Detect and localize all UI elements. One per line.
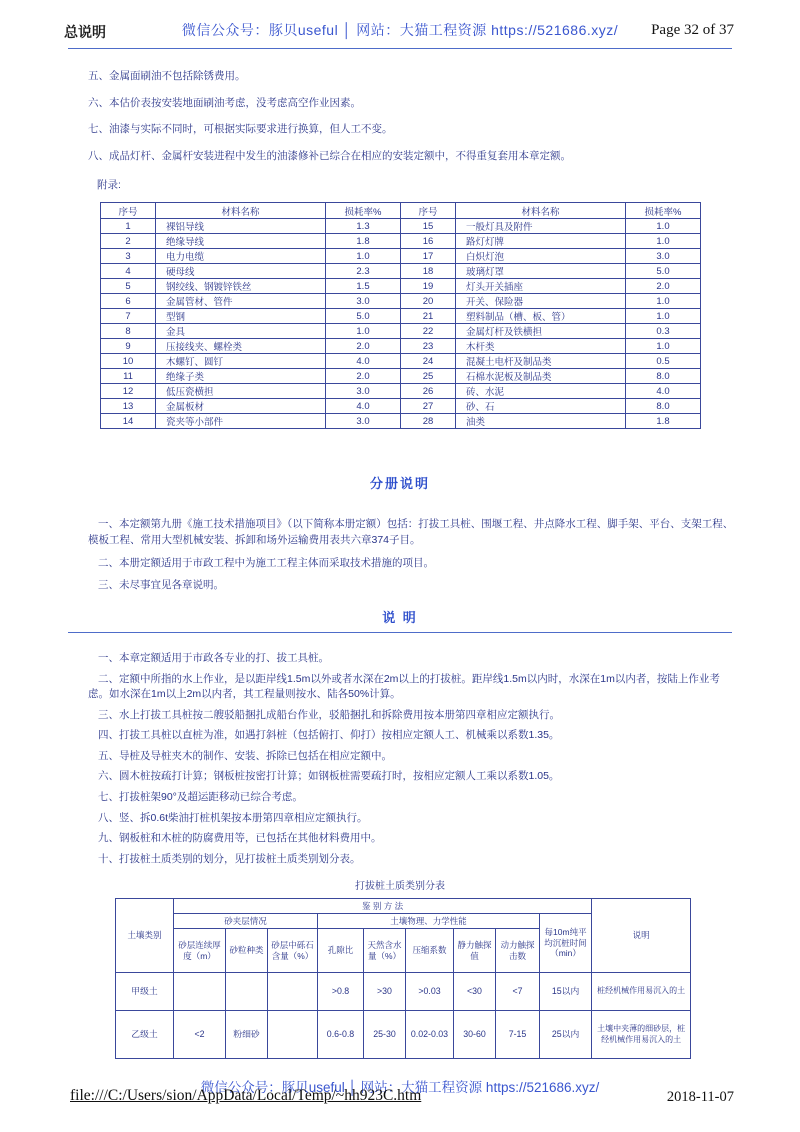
table-cell: 粉细砂 (226, 1011, 268, 1059)
table-cell: 金属管材、管件 (156, 294, 326, 309)
notes-section-title: 说 明 (382, 610, 418, 626)
paragraph: 六、圆木桩按疏打计算；钢板桩按密打计算；如钢板桩需要疏打时，按相应定额人工乘以系数1.05。 (98, 770, 560, 783)
table-cell: 3.0 (326, 414, 401, 429)
table-cell: 油类 (456, 414, 626, 429)
table-cell: 4.0 (626, 384, 701, 399)
table-cell: 10 (101, 354, 156, 369)
table-row (116, 1011, 691, 1059)
table-cell: 桩经机械作用易沉入的土 (592, 973, 691, 1011)
soil-classification-rows (116, 973, 691, 1059)
paragraph: 一、本章定额适用于市政各专业的打、拔工具桩。 (98, 652, 329, 665)
table-cell: 绝缘导线 (156, 234, 326, 249)
table-cell: 白炽灯泡 (456, 249, 626, 264)
table-row (101, 324, 701, 339)
col-header-method: 鉴 别 方 法 (174, 899, 592, 914)
table-row (101, 384, 701, 399)
col-header-material-left: 材料名称 (156, 203, 326, 219)
table-cell: 26 (401, 384, 456, 399)
table-cell: 0.6-0.8 (318, 1011, 364, 1059)
table-cell: 3.0 (326, 294, 401, 309)
table-cell: 2.3 (326, 264, 401, 279)
table-cell: 21 (401, 309, 456, 324)
table-row (101, 219, 701, 234)
table-cell: 2.0 (326, 339, 401, 354)
table-cell (268, 1011, 318, 1059)
table-cell: 5 (101, 279, 156, 294)
appendix-label: 附录: (97, 179, 121, 192)
table-cell: 5.0 (326, 309, 401, 324)
paragraph: 二、本册定额适用于市政工程中为施工工程主体而采取技术措施的项目。 (98, 556, 434, 569)
table-row (101, 279, 701, 294)
watermark-text-top: 微信公众号：豚贝useful │ 网站：大猫工程资源 https://521686.xyz/ (181, 22, 619, 38)
table-cell: 木杆类 (456, 339, 626, 354)
table-cell: 1.8 (626, 414, 701, 429)
paragraph: 一、本定额第九册《施工技术措施项目》（以下简称本册定额）包括：打拔工具桩、围堰工程、井点降水工程、脚手架、平台、支架工程、模板工程、常用大型机械安装、拆卸和场外运输费用表共六章374子目。 (88, 518, 734, 547)
table-cell: 11 (101, 369, 156, 384)
table-cell: 绝缘子类 (156, 369, 326, 384)
table-cell: 15 (401, 219, 456, 234)
col-header-void-ratio: 孔隙比 (318, 929, 364, 973)
paragraph: 八、竖、拆0.6t柴油打桩机架按本册第四章相应定额执行。 (98, 811, 368, 824)
table-cell: 石棉水泥板及制品类 (456, 369, 626, 384)
table-cell: 25-30 (364, 1011, 406, 1059)
chapter-notes-list (88, 651, 734, 867)
paragraph: 七、打拔桩架90°及超运距移动已综合考虑。 (98, 790, 303, 803)
paragraph: 三、未尽事宜见各章说明。 (98, 578, 224, 591)
general-notes-list (88, 71, 730, 162)
paragraph: 八、成品灯杆、金属杆安装进程中发生的油漆修补已综合在相应的安装定额中，不得重复套用本章定额。 (88, 149, 571, 162)
col-header-sand-type: 砂粒种类 (226, 929, 268, 973)
soil-table-title: 打拔桩土质类别分表 (355, 881, 445, 893)
section-divider (68, 632, 732, 633)
page-header (0, 0, 800, 40)
table-cell: 1.0 (626, 219, 701, 234)
table-cell: 3 (101, 249, 156, 264)
table-row (101, 354, 701, 369)
table-cell: 8.0 (626, 369, 701, 384)
col-header-no-right: 序号 (401, 203, 456, 219)
paragraph: 十、打拔桩土质类别的划分，见打拔桩土质类别划分表。 (98, 852, 361, 865)
table-cell: 一般灯具及附件 (456, 219, 626, 234)
page-number: Page 32 of 37 (651, 22, 734, 38)
table-header-row (101, 203, 701, 219)
table-cell: 5.0 (626, 264, 701, 279)
table-cell: 路灯灯牌 (456, 234, 626, 249)
table-cell: 1.0 (326, 324, 401, 339)
volume-section-title: 分册说明 (369, 476, 430, 492)
table-cell: 压接线夹、螺栓类 (156, 339, 326, 354)
col-header-no-left: 序号 (101, 203, 156, 219)
paragraph: 二、定额中所指的水上作业，是以距岸线1.5m以外或者水深在2m以上的打拔桩。距岸线1.5m以内时，水深在1m以内者，按陆上作业考虑。如水深在1m以上2m以内者，其工程量则按水、陆各50%计算。 (88, 672, 720, 701)
table-cell: 12 (101, 384, 156, 399)
paragraph: 九、钢板桩和木桩的防腐费用等，已包括在其他材料费用中。 (98, 832, 382, 845)
col-header-phys-group: 土壤物理、力学性能 (318, 914, 540, 929)
table-cell: 4.0 (326, 399, 401, 414)
table-cell: 金属板材 (156, 399, 326, 414)
table-cell: 20 (401, 294, 456, 309)
table-cell: 3.0 (326, 384, 401, 399)
col-header-compression: 压缩系数 (406, 929, 454, 973)
table-cell: 玻璃灯罩 (456, 264, 626, 279)
table-row (101, 339, 701, 354)
table-cell: 开关、保险器 (456, 294, 626, 309)
table-cell: 裸铝导线 (156, 219, 326, 234)
table-cell: 1 (101, 219, 156, 234)
table-cell: 0.5 (626, 354, 701, 369)
table-cell: 2.0 (626, 279, 701, 294)
table-cell: 7 (101, 309, 156, 324)
col-header-note: 说明 (592, 899, 691, 973)
table-cell: 7-15 (496, 1011, 540, 1059)
col-header-water-content: 天然含水量（%） (364, 929, 406, 973)
table-cell: 3.0 (626, 249, 701, 264)
paragraph: 七、油漆与实际不同时，可根据实际要求进行换算，但人工不变。 (88, 123, 393, 136)
table-cell: <2 (174, 1011, 226, 1059)
col-header-static-probe: 静力触探值 (454, 929, 496, 973)
header-divider (68, 48, 732, 49)
table-cell: 28 (401, 414, 456, 429)
table-cell: 16 (401, 234, 456, 249)
table-cell: >0.03 (406, 973, 454, 1011)
table-cell: 25 (401, 369, 456, 384)
col-header-sand-group: 砂夹层情况 (174, 914, 318, 929)
table-row (101, 234, 701, 249)
table-cell (226, 973, 268, 1011)
table-cell: <30 (454, 973, 496, 1011)
col-header-loss-left: 损耗率% (326, 203, 401, 219)
table-cell: 30-60 (454, 1011, 496, 1059)
table-cell: 灯头开关插座 (456, 279, 626, 294)
table-cell: 1.0 (626, 294, 701, 309)
col-header-gravel-content: 砂层中砾石含量（%） (268, 929, 318, 973)
col-header-material-right: 材料名称 (456, 203, 626, 219)
table-cell: 砂、石 (456, 399, 626, 414)
table-cell: 电力电缆 (156, 249, 326, 264)
table-cell: 15以内 (540, 973, 592, 1011)
table-cell: 1.0 (626, 309, 701, 324)
table-cell: 瓷夹等小部件 (156, 414, 326, 429)
table-cell: 18 (401, 264, 456, 279)
table-cell: 4 (101, 264, 156, 279)
paragraph: 六、本估价表按安装地面刷油考虑，没考虑高空作业因素。 (88, 96, 361, 109)
col-header-soil-class: 土壤类别 (116, 899, 174, 973)
table-row (101, 309, 701, 324)
table-header-row (116, 899, 691, 914)
table-cell: 塑料制品（槽、板、管） (456, 309, 626, 324)
table-row (101, 264, 701, 279)
table-cell: 24 (401, 354, 456, 369)
paragraph: 五、导桩及导桩夹木的制作、安装、拆除已包括在相应定额中。 (98, 749, 392, 762)
table-cell: 1.8 (326, 234, 401, 249)
table-cell: 1.0 (326, 249, 401, 264)
table-cell: 25以内 (540, 1011, 592, 1059)
table-cell: 土壤中夹薄的细砂层，桩经机械作用易沉入的土 (592, 1011, 691, 1059)
table-cell: 甲级土 (116, 973, 174, 1011)
table-row (116, 973, 691, 1011)
table-cell: 17 (401, 249, 456, 264)
paragraph: 四、打拔工具桩以直桩为准，如遇打斜桩（包括俯打、仰打）按相应定额人工、机械乘以系数1.35。 (98, 729, 560, 742)
page-footer (0, 1076, 800, 1120)
table-cell: 22 (401, 324, 456, 339)
table-row (101, 369, 701, 384)
paragraph: 三、水上打拔工具桩按二艘驳船捆扎成船台作业，驳船捆扎和拆除费用按本册第四章相应定额执行。 (98, 708, 560, 721)
table-cell: 金属灯杆及铁横担 (456, 324, 626, 339)
soil-classification-table (115, 898, 691, 1059)
table-cell: <7 (496, 973, 540, 1011)
table-cell: 0.3 (626, 324, 701, 339)
table-cell: 4.0 (326, 354, 401, 369)
table-row (101, 249, 701, 264)
table-cell: 14 (101, 414, 156, 429)
table-cell: 型钢 (156, 309, 326, 324)
footer-date: 2018-11-07 (666, 1089, 734, 1105)
paragraph: 五、金属面刷油不包括除锈费用。 (88, 70, 246, 82)
table-cell: 27 (401, 399, 456, 414)
footer-file-url: file:///C:/Users/sion/AppData/Local/Temp/~hh923C.htm (70, 1087, 422, 1104)
material-loss-rate-rows (101, 219, 701, 429)
table-cell: 1.0 (626, 234, 701, 249)
col-header-sand-thickness: 砂层连续厚度（m） (174, 929, 226, 973)
volume-notes-list (88, 516, 734, 593)
table-cell: 乙级土 (116, 1011, 174, 1059)
table-cell: 8 (101, 324, 156, 339)
table-cell: 1.3 (326, 219, 401, 234)
table-cell: >0.8 (318, 973, 364, 1011)
table-cell: 金具 (156, 324, 326, 339)
table-cell: 混凝土电杆及制品类 (456, 354, 626, 369)
watermark-text-bottom: 微信公众号：豚贝useful │ 网站：大猫工程资源 https://521686.xyz/ (200, 1080, 600, 1095)
material-loss-rate-table (100, 202, 701, 429)
table-cell: 9 (101, 339, 156, 354)
table-cell (174, 973, 226, 1011)
col-header-dynamic-probe: 动力触探击数 (496, 929, 540, 973)
table-cell: 钢绞线、钢镀锌铁丝 (156, 279, 326, 294)
table-cell: 木螺钉、圆钉 (156, 354, 326, 369)
document-title: 总说明 (64, 24, 106, 40)
table-cell: 硬母线 (156, 264, 326, 279)
table-cell: 低压瓷横担 (156, 384, 326, 399)
table-cell: 23 (401, 339, 456, 354)
col-header-sink-time: 每10m纯平均沉桩时间（min） (540, 914, 592, 973)
table-cell: 1.0 (626, 339, 701, 354)
table-cell: 13 (101, 399, 156, 414)
table-cell: 8.0 (626, 399, 701, 414)
col-header-loss-right: 损耗率% (626, 203, 701, 219)
table-cell: 2 (101, 234, 156, 249)
table-cell: 1.5 (326, 279, 401, 294)
table-row (101, 414, 701, 429)
table-row (101, 294, 701, 309)
table-cell: 2.0 (326, 369, 401, 384)
table-cell (268, 973, 318, 1011)
table-cell: 19 (401, 279, 456, 294)
table-row (101, 399, 701, 414)
table-cell: 砖、水泥 (456, 384, 626, 399)
table-cell: 0.02-0.03 (406, 1011, 454, 1059)
table-cell: 6 (101, 294, 156, 309)
table-cell: >30 (364, 973, 406, 1011)
